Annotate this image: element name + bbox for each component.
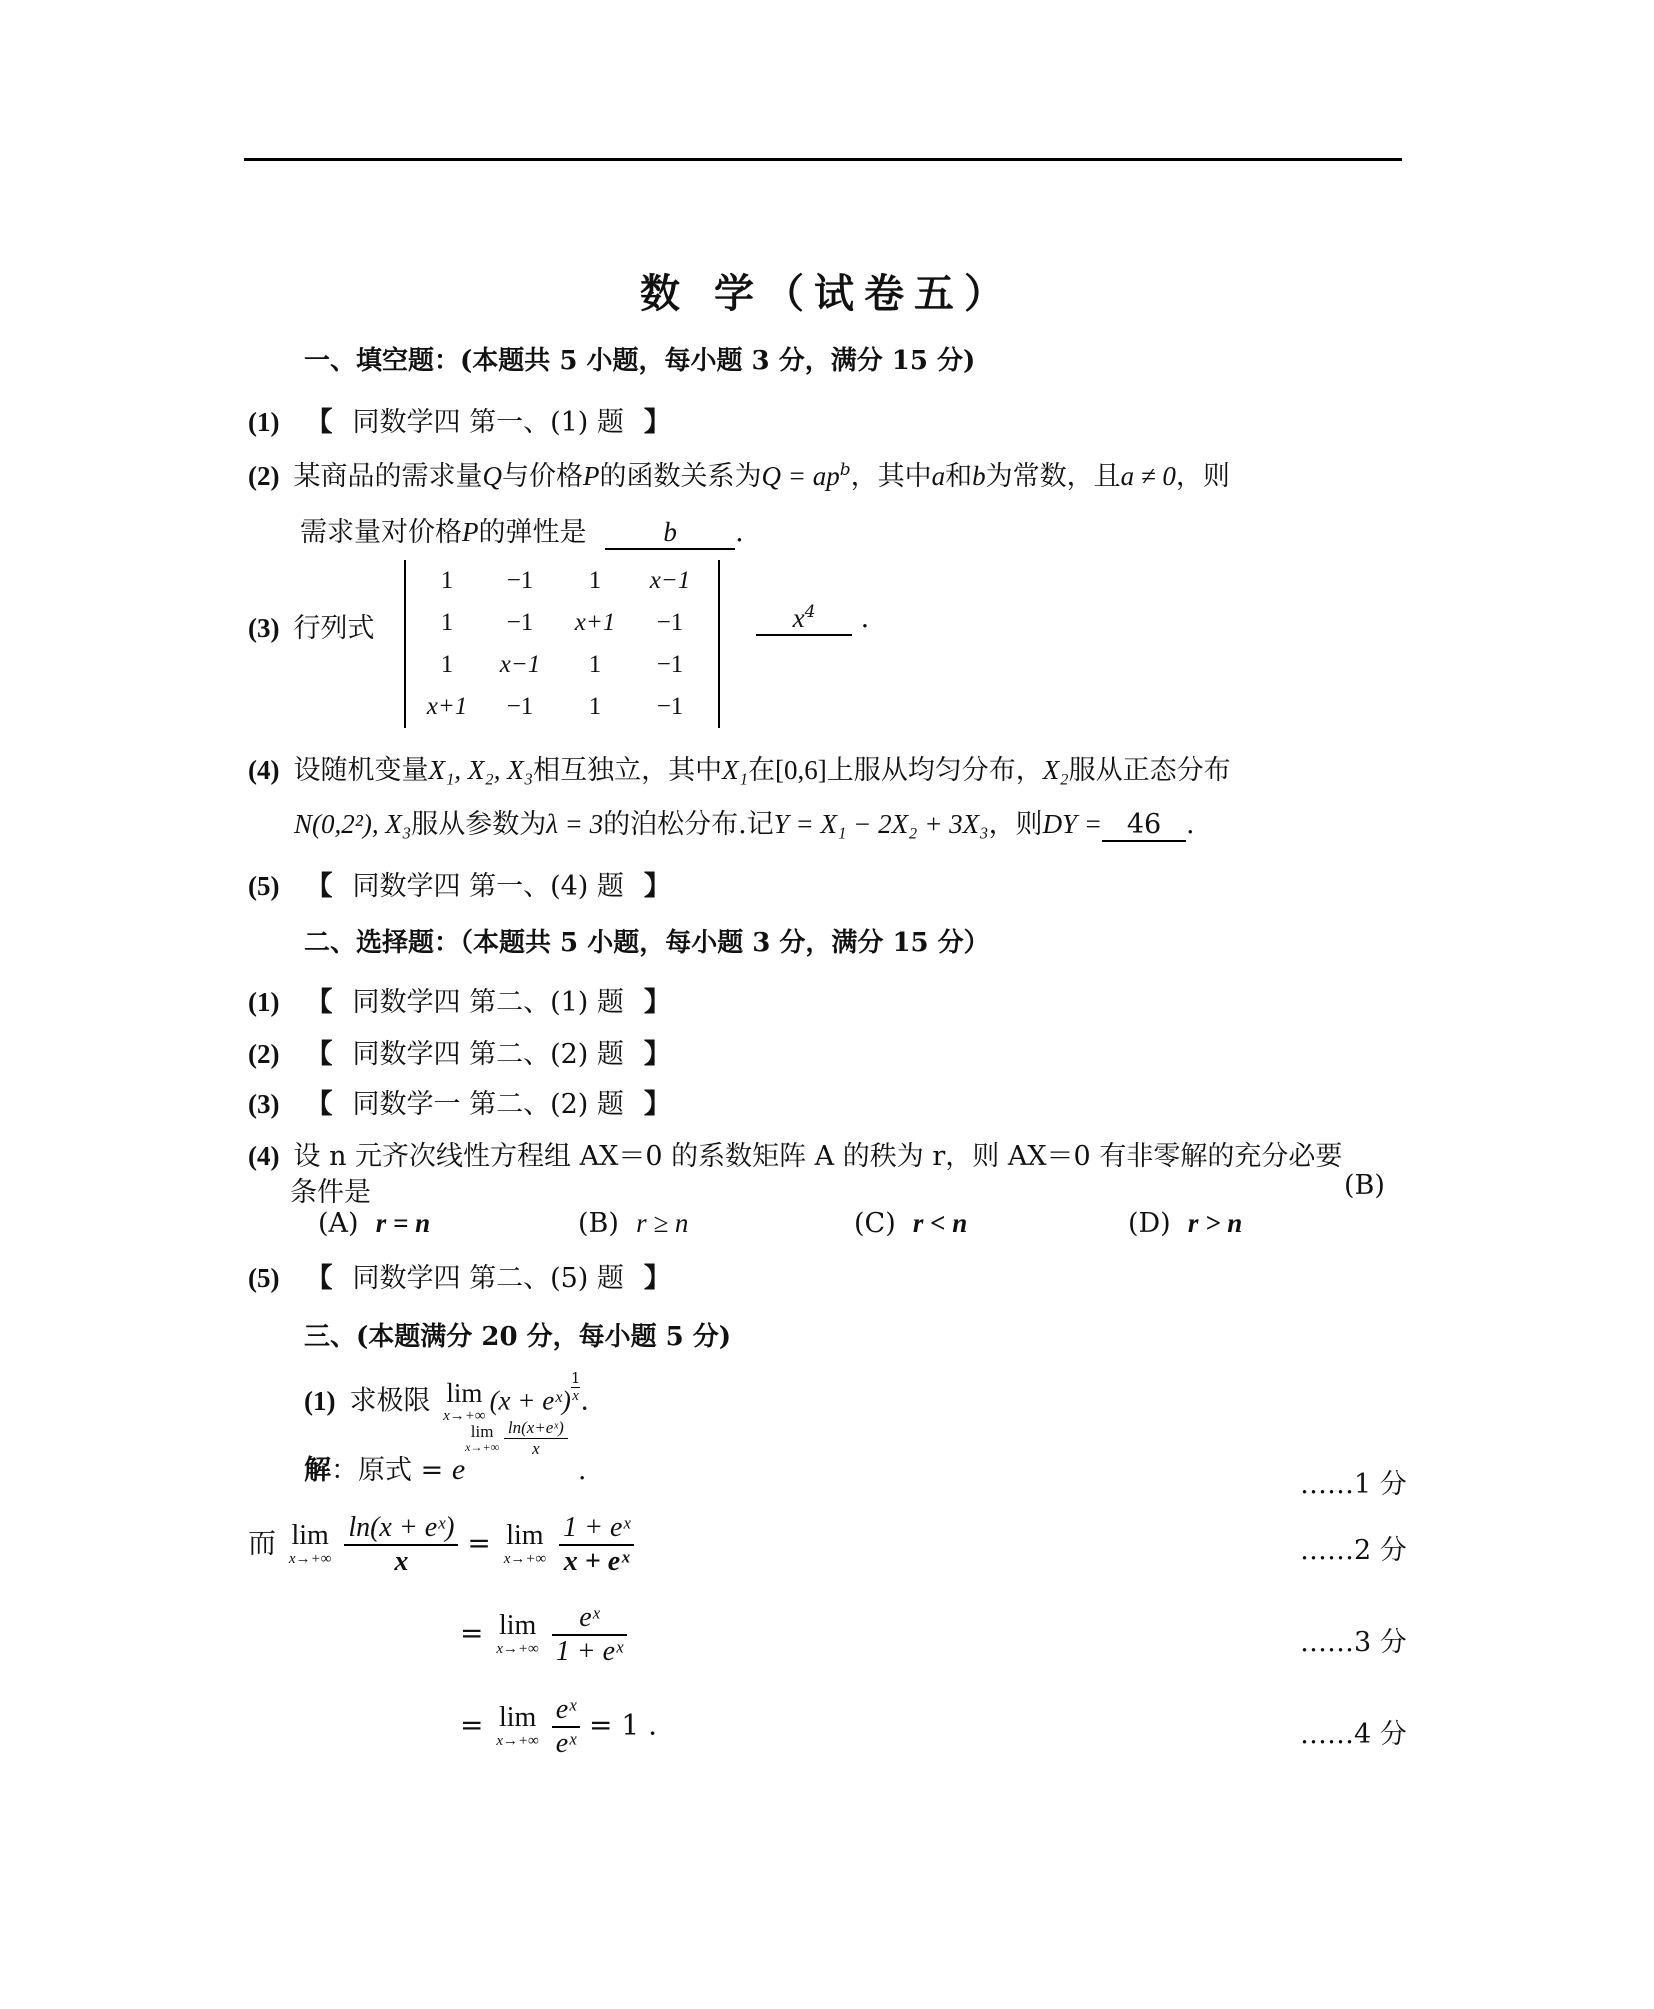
section-2-header: 二、选择题：（本题共 5 小题，每小题 3 分，满分 15 分） [304,928,990,958]
choice-q4-line1: (4) 设 n 元齐次线性方程组 AX＝0 的系数矩阵 A 的秩为 r，则 AX＝0 有非零解的充分必要 [248,1141,1343,1172]
determinant-cell: 1 [440,567,454,594]
choice-q1: (1) 【 同数学四 第二、(1) 题 】 [248,987,671,1018]
score-3: ……3 分 [1300,1627,1407,1658]
limit-operator: lim x→+∞ [443,1377,486,1424]
fill-q4-line1: (4) 设随机变量X₁, X₂, X₃相互独立，其中X₁在[0,6]上服从均匀分布，X₂服从正态分布 [248,755,1231,786]
choice-q4-option-a: (A) r = n [318,1208,431,1239]
fill-q3-answer-blank: $x^4$ [756,602,852,636]
determinant-cell: −1 [656,651,684,678]
determinant-cell: −1 [506,693,534,720]
fill-q2-line2: 需求量对价格P的弹性是 b . [300,517,744,548]
exponent-fraction: $\frac{1}{x}$ [570,1369,581,1404]
determinant-cell: x−1 [499,651,541,678]
determinant-cell: 1 [588,693,602,720]
exponent-limit: lim x→+∞ $\frac{\text{ln(x+eˣ)}}{x}$ [465,1418,568,1459]
determinant-row [414,560,710,602]
determinant-cell: −1 [656,609,684,636]
section-1-header: 一、填空题：(本题共 5 小题，每小题 3 分，满分 15 分) [304,346,976,376]
score-2: ……2 分 [1300,1535,1407,1566]
fill-q3-label: (3) 行列式 [248,613,375,644]
determinant-row [414,686,710,728]
page-title: 数 学（试卷五） [640,270,1014,317]
determinant-table [414,560,710,728]
determinant-cell: x−1 [649,567,691,594]
determinant-cell: −1 [656,693,684,720]
determinant-cell: 1 [588,567,602,594]
header-rule [244,158,1402,161]
determinant-cell: −1 [506,567,534,594]
solution-line-2: 而 lim x→+∞ $\frac{\text{ln(x + eˣ)}}{x}$ = lim x→+∞ $\frac{\text{1 + eˣ}}{\text{x + eˣ}}$ [248,1512,634,1578]
fill-q1: (1) 【 同数学四 第一、(1) 题 】 [248,407,671,438]
determinant-row [414,602,710,644]
solution-line-1: 解：原式 = e lim x→+∞ $\frac{\text{ln(x+eˣ)}}{x}$ . [304,1418,587,1486]
determinant-cell: 1 [440,609,454,636]
s3-q1-question: (1) 求极限 lim x→+∞ (x + eˣ) $\frac{1}{x}$ . [304,1369,589,1424]
fill-q2-answer-blank: b [605,517,735,550]
determinant-cell: x+1 [426,693,468,720]
fill-q2-line1: (2) 某商品的需求量Q与价格P的函数关系为$Q = ap^b$，其中a和b为常数，且a ≠ 0，则 [248,460,1230,492]
score-4: ……4 分 [1300,1719,1407,1750]
fill-q5: (5) 【 同数学四 第一、(4) 题 】 [248,871,671,902]
determinant-cell: −1 [506,609,534,636]
choice-q4-option-c: (C) r < n [854,1208,968,1239]
choice-q4-option-d: (D) r > n [1128,1208,1243,1239]
choice-q4-option-b: (B) r ≥ n [578,1208,689,1239]
section-3-header: 三、(本题满分 20 分，每小题 5 分) [304,1322,732,1352]
choice-q4-line2: 条件是 [290,1177,371,1208]
fill-q4-answer-blank: 46 [1102,809,1186,842]
choice-q5: (5) 【 同数学四 第二、(5) 题 】 [248,1263,671,1294]
choice-q3: (3) 【 同数学一 第二、(2) 题 】 [248,1089,671,1120]
choice-q2: (2) 【 同数学四 第二、(2) 题 】 [248,1039,671,1070]
determinant-matrix [404,560,720,728]
score-1: ……1 分 [1300,1469,1407,1500]
determinant-cell: x+1 [574,609,616,636]
determinant-cell: 1 [588,651,602,678]
determinant-row [414,644,710,686]
fill-q4-line2: N(0,2²), X₃服从参数为λ = 3的泊松分布.记Y = X₁ − 2X₂ + 3X₃，则DY = 46 . [294,809,1195,840]
choice-q4-answer: (B) [1344,1170,1385,1201]
solution-line-4: = lim x→+∞ $\frac{\text{eˣ}}{\text{eˣ}}$ = 1 . [460,1694,657,1759]
solution-line-3: = lim x→+∞ $\frac{\text{eˣ}}{\text{1 + eˣ}}$ [460,1602,627,1668]
fill-q3-answer: $x^4$ . [756,602,869,636]
determinant-cell: 1 [440,651,454,678]
